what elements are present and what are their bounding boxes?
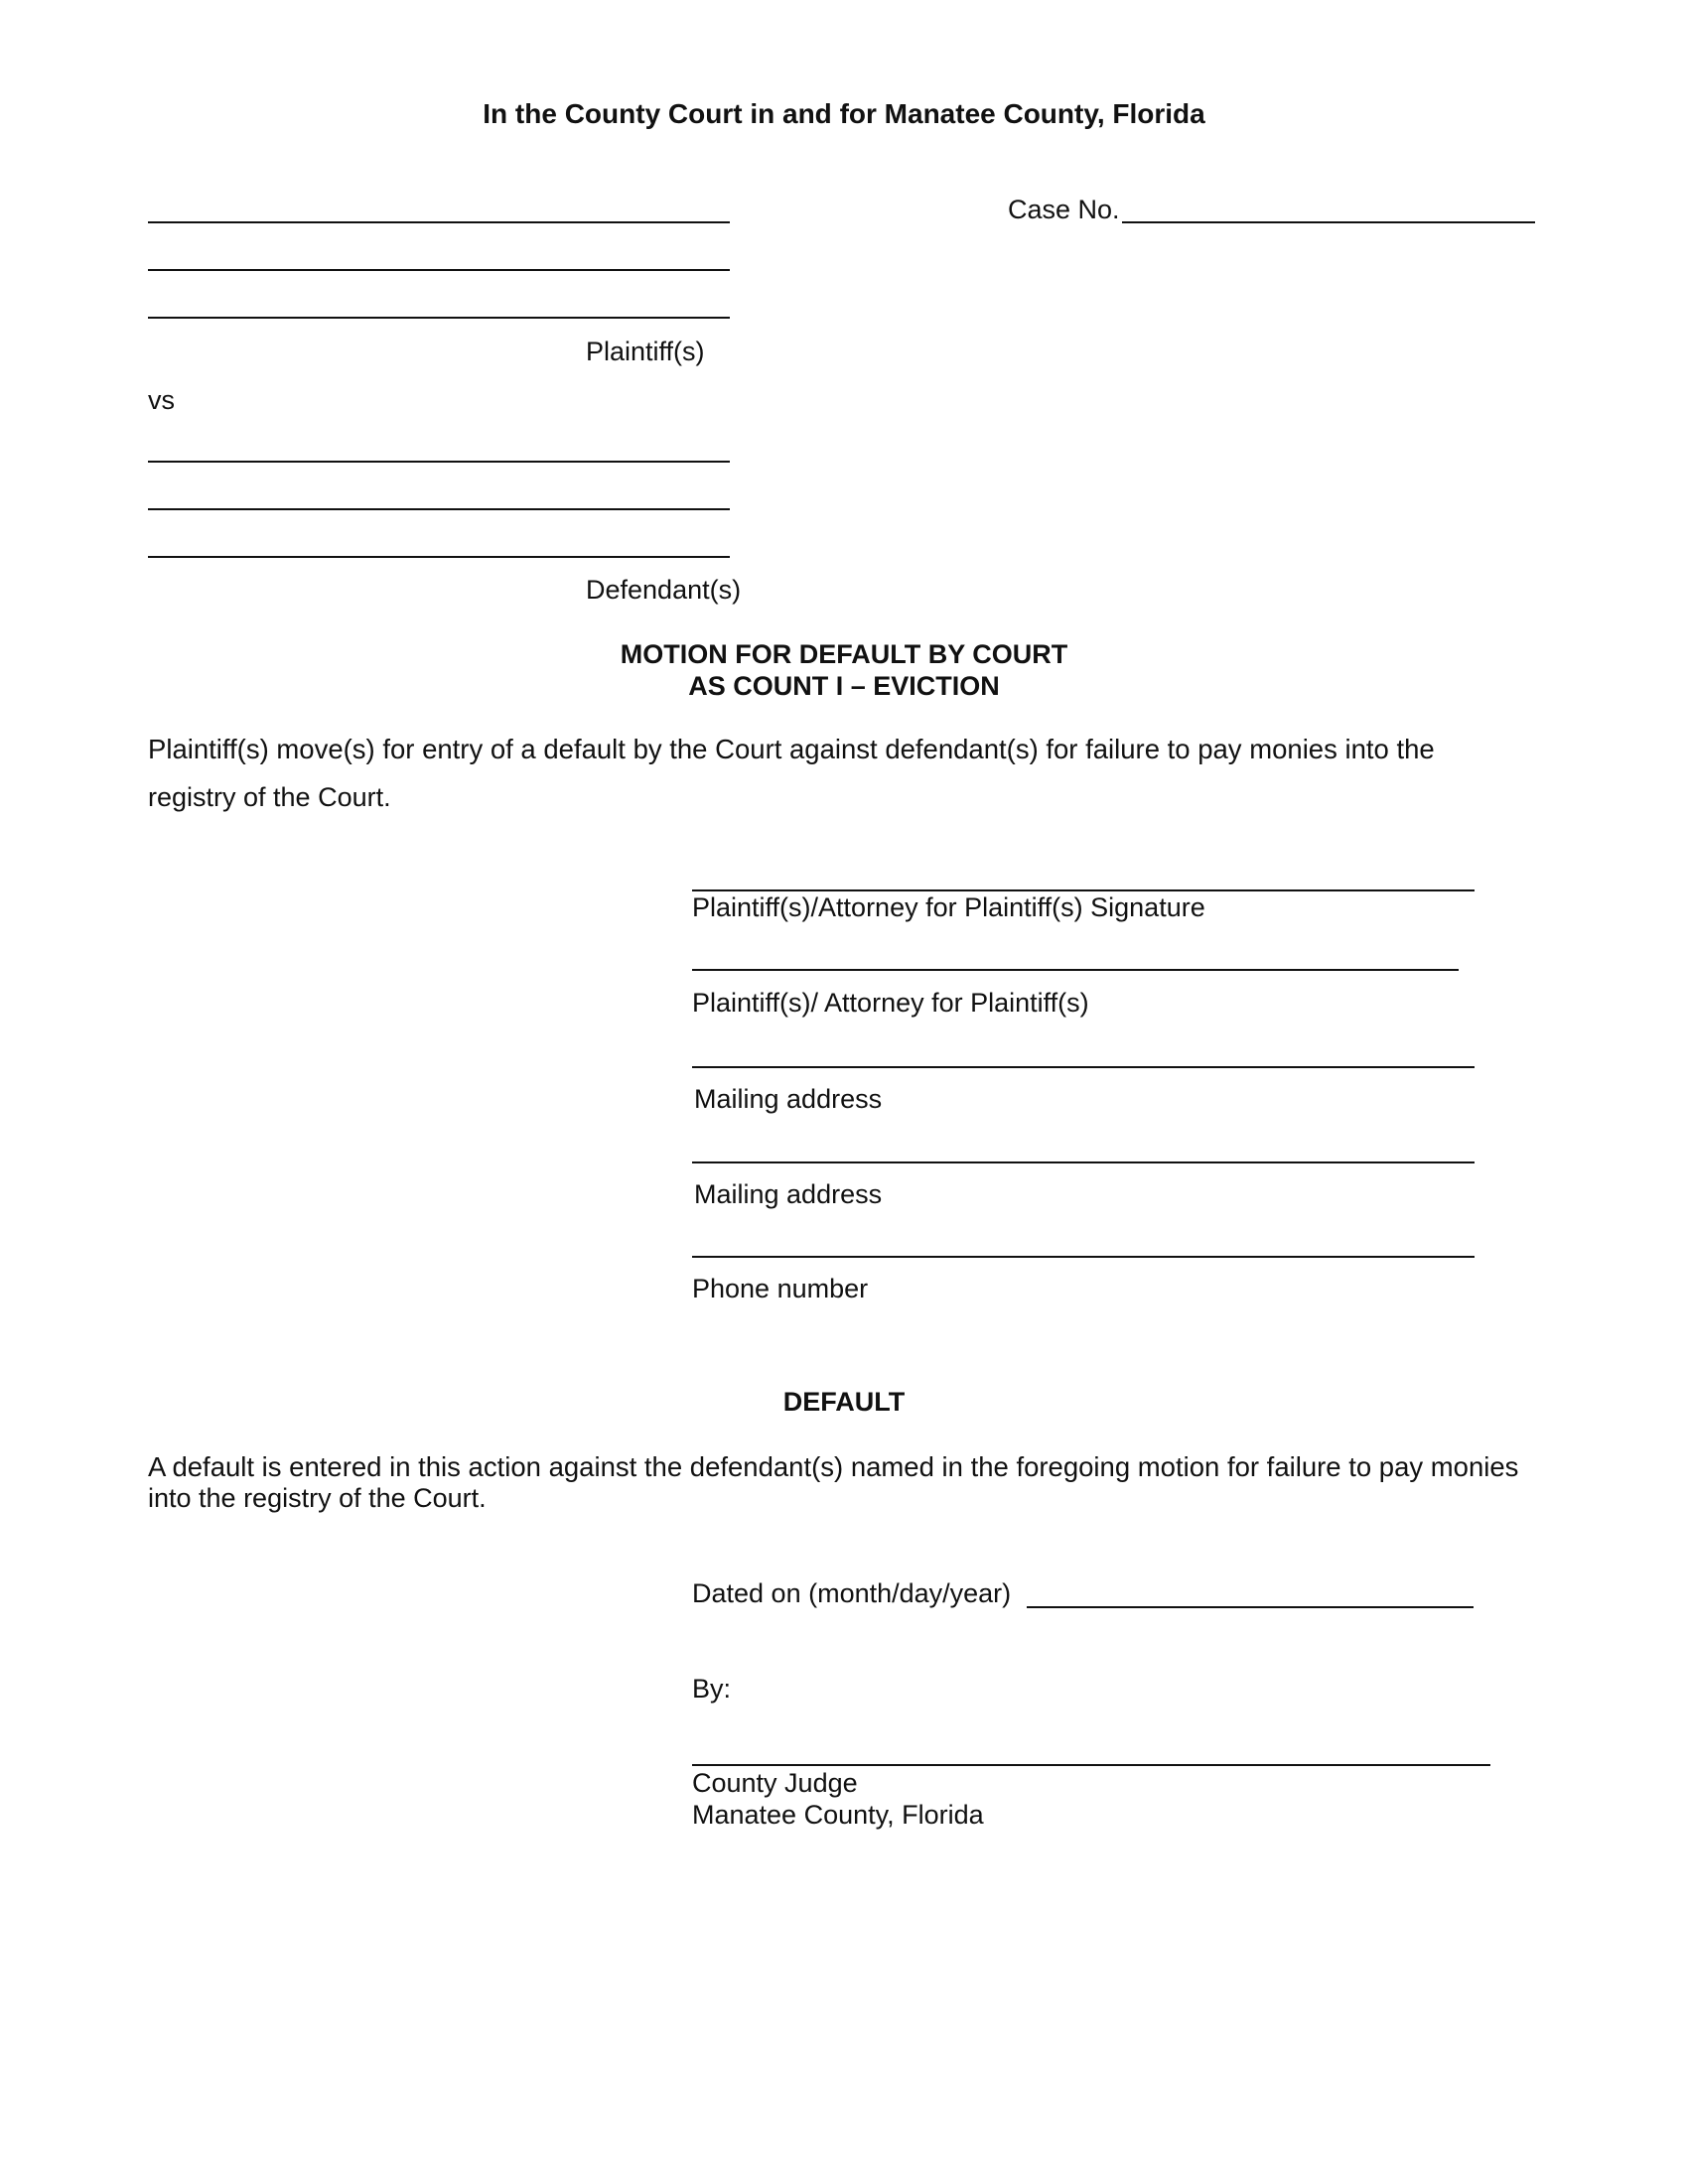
phone-number-label: Phone number bbox=[692, 1274, 869, 1303]
motion-title-line-2: AS COUNT I – EVICTION bbox=[688, 671, 1000, 701]
court-title: In the County Court in and for Manatee County, Florida bbox=[483, 98, 1205, 129]
judge-signature-line[interactable] bbox=[692, 1764, 1490, 1766]
attorney-name-label: Plaintiff(s)/ Attorney for Plaintiff(s) bbox=[692, 988, 1089, 1018]
motion-title-line-1: MOTION FOR DEFAULT BY COURT bbox=[620, 639, 1068, 669]
mailing-address-line-1[interactable] bbox=[692, 1066, 1475, 1068]
dated-label: Dated on (month/day/year) bbox=[692, 1578, 1012, 1608]
dated-line[interactable] bbox=[1027, 1606, 1474, 1608]
default-body-line-2: into the registry of the Court. bbox=[148, 1483, 487, 1513]
defendant-line-2[interactable] bbox=[148, 508, 730, 510]
plaintiff-line-1[interactable] bbox=[148, 221, 730, 223]
defendant-line-3[interactable] bbox=[148, 556, 730, 558]
motion-body-line-2: registry of the Court. bbox=[148, 782, 391, 812]
case-no-line[interactable] bbox=[1122, 221, 1535, 223]
default-title: DEFAULT bbox=[782, 1387, 906, 1417]
plaintiff-line-2[interactable] bbox=[148, 269, 730, 271]
phone-number-line[interactable] bbox=[692, 1256, 1475, 1258]
judge-title: County Judge bbox=[692, 1768, 858, 1798]
plaintiff-label: Plaintiff(s) bbox=[586, 337, 705, 366]
judge-location: Manatee County, Florida bbox=[692, 1800, 984, 1830]
mailing-address-label-1: Mailing address bbox=[694, 1084, 883, 1114]
attorney-name-line[interactable] bbox=[692, 969, 1459, 971]
plaintiff-line-3[interactable] bbox=[148, 317, 730, 319]
vs-label: vs bbox=[148, 385, 175, 415]
defendant-label: Defendant(s) bbox=[586, 575, 742, 605]
default-body-line-1: A default is entered in this action against the defendant(s) named in the foregoing motion for failure to pay monies bbox=[148, 1451, 1519, 1482]
motion-body-line-1: Plaintiff(s) move(s) for entry of a default by the Court against defendant(s) for failure to pay monies into the bbox=[148, 734, 1435, 764]
by-label: By: bbox=[692, 1674, 732, 1704]
mailing-address-label-2: Mailing address bbox=[694, 1179, 883, 1209]
case-no-label: Case No. bbox=[1008, 195, 1120, 224]
signature-label: Plaintiff(s)/Attorney for Plaintiff(s) Signature bbox=[692, 892, 1205, 922]
defendant-line-1[interactable] bbox=[148, 461, 730, 463]
mailing-address-line-2[interactable] bbox=[692, 1161, 1475, 1163]
